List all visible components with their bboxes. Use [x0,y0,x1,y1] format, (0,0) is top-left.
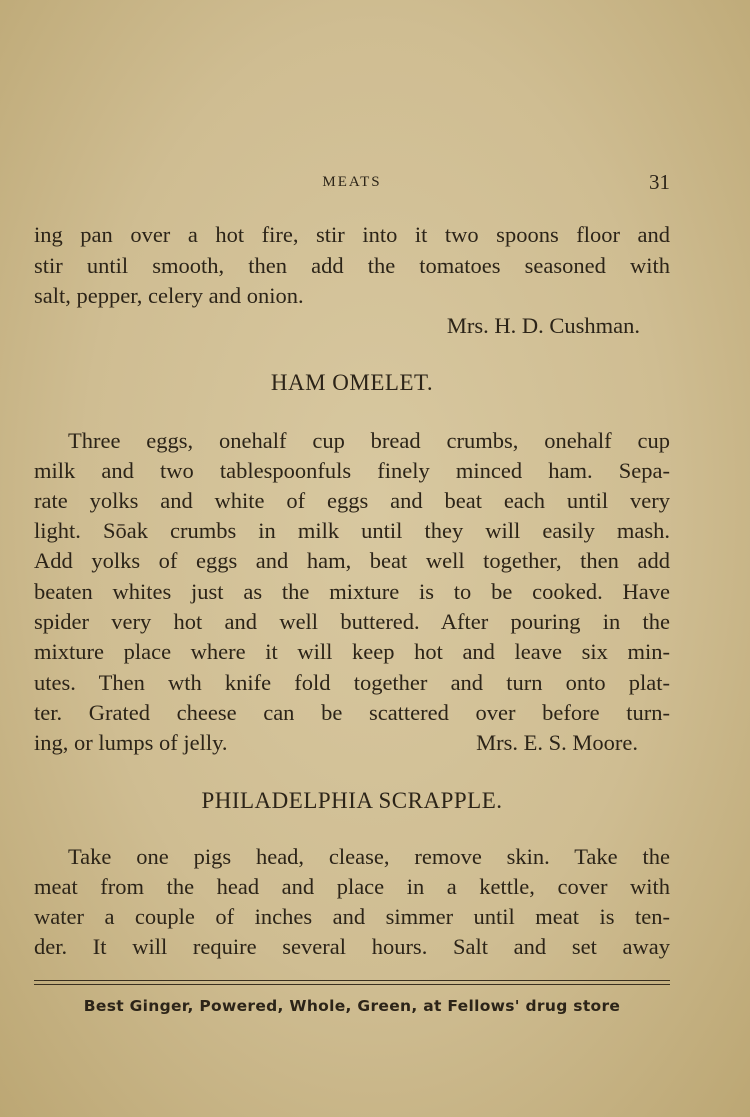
text-line: ing, or lumps of jelly. [34,730,228,755]
running-head [34,170,670,194]
text-line: Three eggs, onehalf cup bread crumbs, onehalf cup [68,428,670,453]
recipe-title: PHILADELPHIA SCRAPPLE. [201,788,503,813]
text-line: water a couple of inches and simmer until meat is ten- [34,904,670,929]
text-line: mixture place where it will keep hot and leave six min- [34,639,670,664]
text-line: spider very hot and well buttered. After pouring in the [34,609,670,634]
text-line: milk and two tablespoonfuls finely minced ham. Sepa- [34,458,670,483]
text-line: meat from the head and place in a kettle, cover with [34,874,670,899]
text-line: Add yolks of eggs and ham, beat well together, then add [34,548,670,573]
recipe-signature: Mrs. H. D. Cushman. [446,313,640,338]
footer-rule [34,984,670,985]
recipe-signature: Mrs. E. S. Moore. [476,730,638,755]
page-number: 31 [649,170,670,194]
running-title: MEATS [322,174,382,190]
text-line-with-signature [34,730,670,756]
text-line: stir until smooth, then add the tomatoes seasoned with [34,253,670,278]
text-line: ing pan over a hot fire, stir into it two spoons floor and [34,222,670,247]
text-line: der. It will require several hours. Salt and set away [34,934,670,959]
text-line: beaten whites just as the mixture is to be cooked. Have [34,579,670,604]
text-line: utes. Then wth knife fold together and turn onto plat- [34,670,670,695]
text-line: rate yolks and white of eggs and beat each until very [34,488,670,513]
text-line: ter. Grated cheese can be scattered over before turn- [34,700,670,725]
recipe-title: HAM OMELET. [270,370,434,395]
text-line: salt, pepper, celery and onion. [34,283,304,308]
text-line: light. Sōak crumbs in milk until they will easily mash. [34,518,670,543]
advertisement-footer: Best Ginger, Powered, Whole, Green, at Fellows' drug store [83,997,621,1015]
footer-rule [34,980,670,981]
text-line: Take one pigs head, clease, remove skin. Take the [68,844,670,869]
